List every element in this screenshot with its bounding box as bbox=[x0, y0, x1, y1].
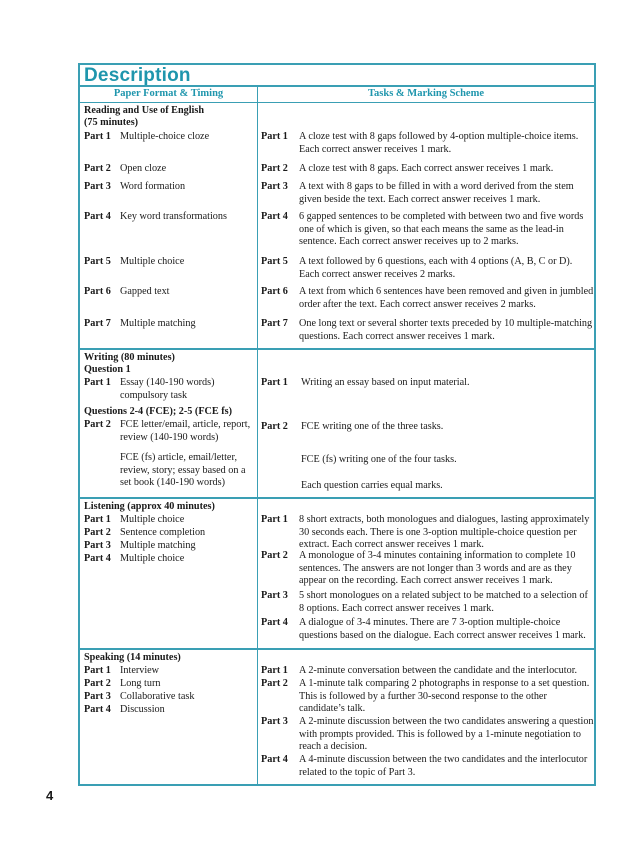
part-text: A 2-minute conversation between the candidate and the interlocutor. bbox=[299, 665, 578, 676]
divider bbox=[80, 497, 594, 499]
part-label: Part 2 bbox=[261, 421, 288, 432]
writing-questions-2: Questions 2-4 (FCE); 2-5 (FCE fs) bbox=[84, 406, 232, 417]
part-text: A dialogue of 3-4 minutes. There are 7 3-option multiple-choice questions based on the dialogue. Each correct answer receives 1 mark. bbox=[299, 617, 586, 641]
column-divider bbox=[257, 87, 258, 784]
part-text: Multiple choice bbox=[120, 553, 185, 564]
reading-title: Reading and Use of English bbox=[84, 105, 205, 116]
part-label: Part 5 bbox=[84, 256, 111, 267]
part-label: Part 1 bbox=[261, 665, 288, 676]
part-label: Part 3 bbox=[261, 590, 288, 601]
part-label: Part 4 bbox=[261, 211, 288, 222]
part-label: Part 4 bbox=[261, 754, 288, 765]
part-task: Writing an essay based on input material. bbox=[301, 377, 470, 388]
part-label: Part 4 bbox=[84, 211, 111, 222]
part-text: A text followed by 6 questions, each with 4 options (A, B, C or D). Each correct answer receives 2 marks. bbox=[299, 256, 573, 280]
part-label: Part 2 bbox=[261, 163, 288, 174]
part-text: Multiple choice bbox=[120, 514, 185, 525]
part-text: Multiple matching bbox=[120, 318, 196, 329]
part-label: Part 4 bbox=[84, 553, 111, 564]
part-label: Part 4 bbox=[261, 617, 288, 628]
part-name: FCE letter/email, article, report, review (140-190 words) bbox=[120, 419, 251, 443]
divider bbox=[80, 348, 594, 350]
part-label: Part 3 bbox=[261, 181, 288, 192]
part-label: Part 3 bbox=[84, 691, 111, 702]
part-label: Part 2 bbox=[84, 678, 111, 689]
part-text: 5 short monologues on a related subject to be matched to a selection of 8 options. Each correct answer receives 1 mark. bbox=[299, 590, 588, 614]
part-label: Part 1 bbox=[261, 514, 288, 525]
part-text: A cloze test with 8 gaps. Each correct answer receives 1 mark. bbox=[299, 163, 554, 174]
speaking-title: Speaking (14 minutes) bbox=[84, 652, 181, 663]
part-text: Multiple-choice cloze bbox=[120, 131, 210, 142]
part-text: A monologue of 3-4 minutes containing information to complete 10 sentences. The answers are not longer than 3 words and are as they appear on the recording. Each correct answer receives 1 mark. bbox=[299, 550, 576, 587]
part-label: Part 1 bbox=[84, 377, 111, 388]
part-text: A 2-minute discussion between the two candidates answering a question with prompts provided. This is followed by a 1-minute negotiation to reach a decision. bbox=[299, 716, 594, 753]
part-label: Part 1 bbox=[84, 131, 111, 142]
part-text: Open cloze bbox=[120, 163, 167, 174]
part-text: One long text or several shorter texts preceded by 10 multiple-matching questions. Each correct answer receives 1 mark. bbox=[299, 318, 593, 342]
description-table bbox=[78, 63, 596, 786]
divider bbox=[80, 102, 594, 103]
divider bbox=[80, 648, 594, 650]
writing-title: Writing (80 minutes) bbox=[84, 352, 175, 363]
part-text: Gapped text bbox=[120, 286, 170, 297]
part-label: Part 6 bbox=[84, 286, 111, 297]
part-label: Part 3 bbox=[261, 716, 288, 727]
part-label: Part 2 bbox=[84, 163, 111, 174]
part-label: Part 2 bbox=[84, 419, 111, 430]
part-text: A text with 8 gaps to be filled in with a word derived from the stem given beside the text. Each correct answer receives 1 mark. bbox=[299, 181, 574, 205]
header-right: Tasks & Marking Scheme bbox=[368, 88, 484, 99]
part-text: Sentence completion bbox=[120, 527, 206, 538]
part-label: Part 4 bbox=[84, 704, 111, 715]
part-text: Collaborative task bbox=[120, 691, 195, 702]
part-text: A cloze test with 8 gaps followed by 4-option multiple-choice items. Each correct answer receives 1 mark. bbox=[299, 131, 579, 155]
part-label: Part 2 bbox=[261, 678, 288, 689]
header-left: Paper Format & Timing bbox=[113, 88, 224, 99]
part-task: FCE writing one of the three tasks. bbox=[301, 421, 444, 432]
part-label: Part 1 bbox=[84, 514, 111, 525]
part-label: Part 5 bbox=[261, 256, 288, 267]
part-text: 8 short extracts, both monologues and dialogues, lasting approximately 30 seconds each. There is one 3-option multiple-choice question per extract. Each correct answer receives 1 mark. bbox=[299, 514, 590, 551]
page-title: Description bbox=[84, 65, 191, 86]
divider bbox=[80, 85, 594, 87]
part-text: Discussion bbox=[120, 704, 165, 715]
part-text: A text from which 6 sentences have been removed and given in jumbled order after the text. Each correct answer receives 2 marks. bbox=[299, 286, 594, 310]
listening-title: Listening (approx 40 minutes) bbox=[84, 501, 215, 512]
part-label: Part 7 bbox=[84, 318, 111, 329]
part-label: Part 3 bbox=[84, 540, 111, 551]
part-name: Essay (140-190 words) compulsory task bbox=[120, 377, 215, 401]
part-label: Part 1 bbox=[261, 131, 288, 142]
part-label: Part 2 bbox=[261, 550, 288, 561]
part-text: Multiple choice bbox=[120, 256, 185, 267]
part-text: Key word transformations bbox=[120, 211, 227, 222]
writing-question-1: Question 1 bbox=[84, 364, 131, 375]
fs-name: FCE (fs) article, email/letter, review, story; essay based on a set book (140-190 words) bbox=[120, 452, 246, 489]
part-text: 6 gapped sentences to be completed with between two and five words one of which is given, so that each means the same as the lead-in sentence. Each correct answer receives up to 2 marks. bbox=[299, 211, 584, 248]
fs-task: FCE (fs) writing one of the four tasks. bbox=[301, 454, 457, 465]
equal-marks: Each question carries equal marks. bbox=[301, 480, 443, 491]
page-number: 4 bbox=[46, 788, 54, 803]
part-label: Part 7 bbox=[261, 318, 288, 329]
part-text: Long turn bbox=[120, 678, 161, 689]
part-label: Part 3 bbox=[84, 181, 111, 192]
part-text: Interview bbox=[120, 665, 160, 676]
part-label: Part 1 bbox=[84, 665, 111, 676]
part-label: Part 2 bbox=[84, 527, 111, 538]
part-text: Multiple matching bbox=[120, 540, 196, 551]
part-text: Word formation bbox=[120, 181, 186, 192]
reading-time: (75 minutes) bbox=[84, 117, 139, 128]
part-text: A 4-minute discussion between the two candidates and the interlocutor related to the topic of Part 3. bbox=[299, 754, 588, 778]
part-text: A 1-minute talk comparing 2 photographs in response to a set question. This is followed by a further 30-second response to the other candidate’s talk. bbox=[299, 678, 590, 715]
part-label: Part 1 bbox=[261, 377, 288, 388]
part-label: Part 6 bbox=[261, 286, 288, 297]
